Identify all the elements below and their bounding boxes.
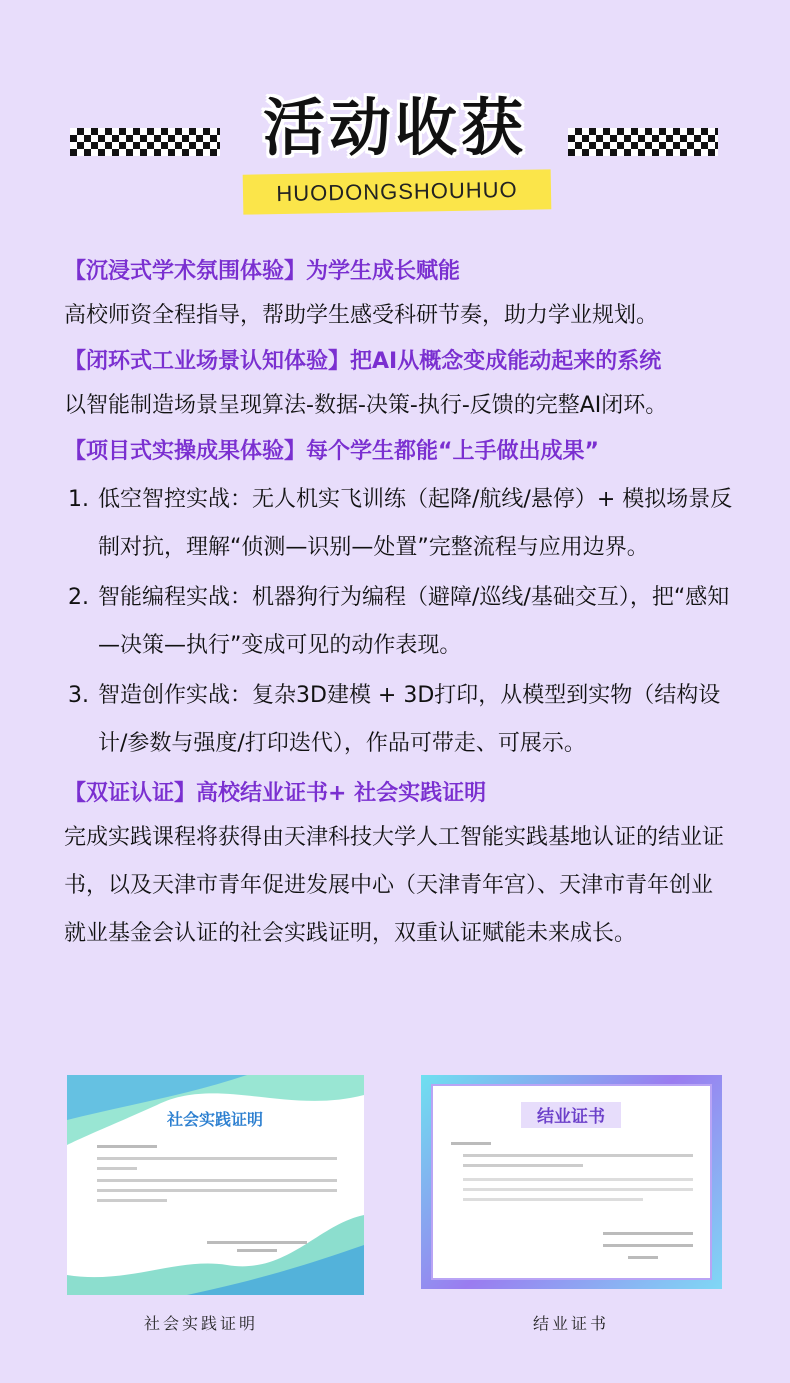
graduation-certificate-caption: 结业证书: [533, 1314, 610, 1333]
social-practice-certificate-image: [67, 1075, 364, 1295]
list-item: [64, 476, 734, 572]
project-list: [64, 476, 734, 768]
section-heading-industry: 【闭环式工业场景认知体验】把AI从概念变成能动起来的系统: [64, 349, 662, 374]
certificate-wave-graphic: [67, 1075, 364, 1295]
social-certificate-title: 社会实践证明: [166, 1110, 264, 1129]
section-text-certification: 完成实践课程将获得由天津科技大学人工智能实践基地认证的结业证书，以及天津市青年促进发展中心（天津青年宫）、天津市青年创业就业基金会认证的社会实践证明，双重认证赋能未来成长。: [64, 825, 725, 946]
social-certificate-caption: 社会实践证明: [144, 1314, 259, 1333]
section-text-industry: 以智能制造场景呈现算法-数据-决策-执行-反馈的完整AI闭环。: [64, 393, 668, 418]
list-item-number: 1.: [68, 487, 89, 512]
graduation-certificate-paper: [431, 1084, 712, 1280]
page-title: 活动收获: [262, 91, 527, 164]
graduation-certificate-image: [421, 1075, 722, 1289]
page-header: [0, 0, 790, 230]
list-item-number: 2.: [68, 585, 89, 610]
section-heading-project: 【项目式实操成果体验】每个学生都能“上手做出成果”: [64, 439, 599, 464]
graduation-certificate-title: 结业证书: [537, 1107, 605, 1127]
list-item-number: 3.: [68, 683, 89, 708]
list-item-text: 低空智控实战：无人机实飞训练（起降/航线/悬停）+ 模拟场景反制对抗，理解“侦测—识别—处置”完整流程与应用边界。: [98, 487, 733, 560]
list-item-text: 智造创作实战：复杂3D建模 + 3D打印，从模型到实物（结构设计/参数与强度/打印迭代），作品可带走、可展示。: [98, 683, 721, 756]
certificate-gallery: [0, 1075, 790, 1335]
list-item-text: 智能编程实战：机器狗行为编程（避障/巡线/基础交互），把“感知—决策—执行”变成可见的动作表现。: [98, 585, 730, 658]
section-text-academic: 高校师资全程指导，帮助学生感受科研节奏，助力学业规划。: [64, 303, 659, 328]
list-item: [64, 672, 734, 768]
pinyin-banner: HUODONGSHOUHUO: [243, 169, 552, 214]
section-heading-certification: 【双证认证】高校结业证书+ 社会实践证明: [64, 781, 487, 806]
section-heading-academic: 【沉浸式学术氛围体验】为学生成长赋能: [64, 259, 461, 284]
graduation-certificate-graphic: [433, 1086, 710, 1278]
list-item: [64, 574, 734, 670]
content-body: [64, 252, 734, 960]
